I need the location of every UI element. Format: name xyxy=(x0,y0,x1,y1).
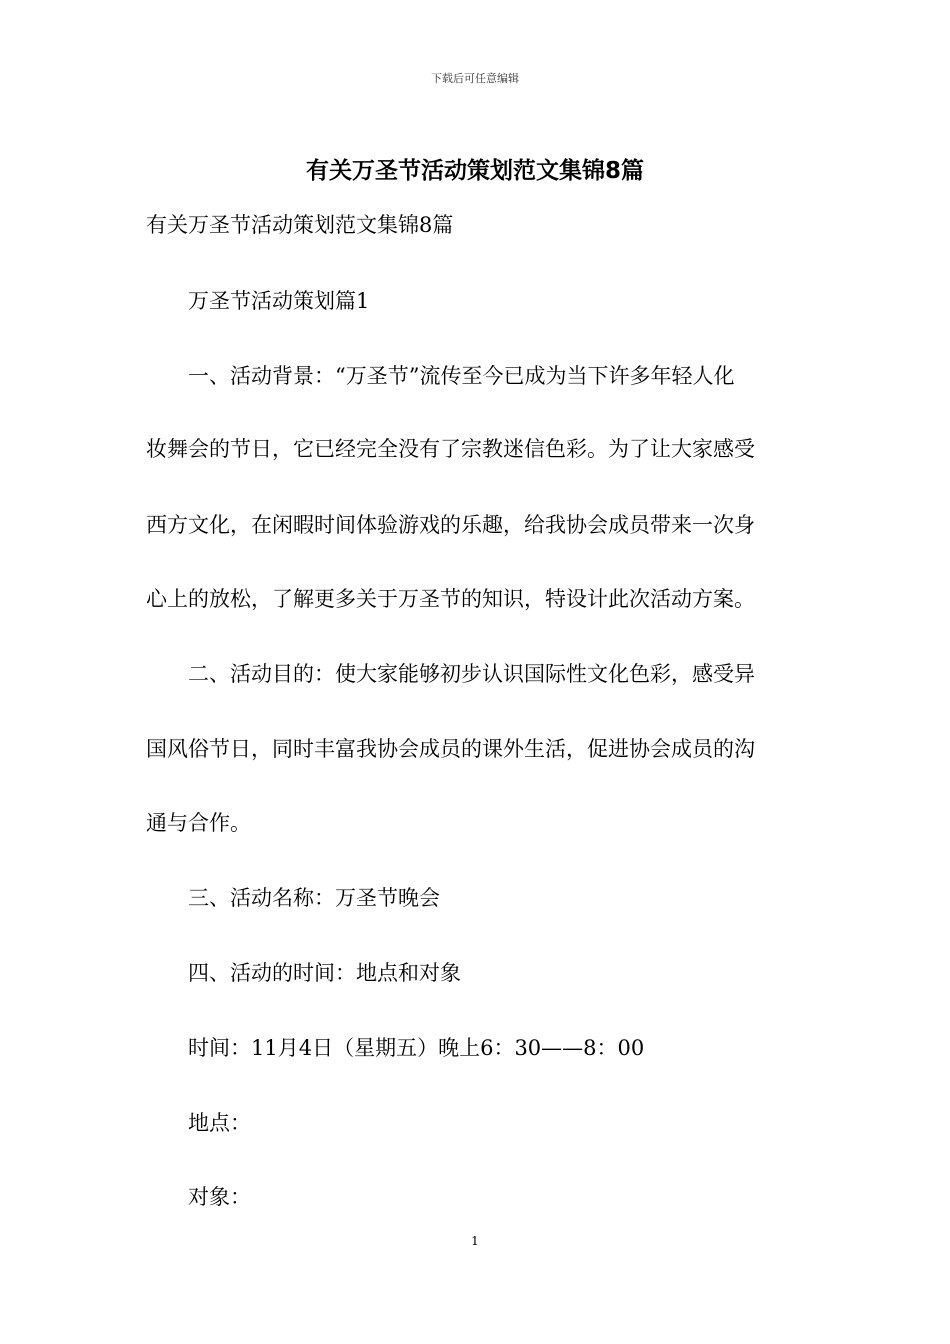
paragraph-line: 心上的放松，了解更多关于万圣节的知识，特设计此次活动方案。 xyxy=(146,587,755,611)
document-subtitle: 有关万圣节活动策划范文集锦8篇 xyxy=(146,213,454,237)
paragraph-line: 妆舞会的节日，它已经完全没有了宗教迷信色彩。为了让大家感受 xyxy=(146,437,755,461)
paragraph-line: 一、活动背景：“万圣节”流传至今已成为当下许多年轻人化 xyxy=(188,364,735,388)
paragraph-line: 二、活动目的：使大家能够初步认识国际性文化色彩，感受异 xyxy=(188,662,755,686)
activity-time: 时间：11月4日（星期五）晚上6：30——8：00 xyxy=(188,1036,645,1060)
page-number: 1 xyxy=(471,1234,479,1248)
paragraph-line: 国风俗节日，同时丰富我协会成员的课外生活，促进协会成员的沟 xyxy=(146,737,755,761)
activity-time-place-heading: 四、活动的时间：地点和对象 xyxy=(188,961,461,985)
paragraph-line: 通与合作。 xyxy=(146,811,251,835)
activity-name: 三、活动名称：万圣节晚会 xyxy=(188,886,440,910)
section-heading: 万圣节活动策划篇1 xyxy=(188,289,370,313)
header-note: 下载后可任意编辑 xyxy=(431,72,519,85)
paragraph-line: 西方文化，在闲暇时间体验游戏的乐趣，给我协会成员带来一次身 xyxy=(146,513,755,537)
document-title: 有关万圣节活动策划范文集锦8篇 xyxy=(305,158,644,184)
activity-audience: 对象： xyxy=(188,1185,251,1209)
activity-place: 地点： xyxy=(188,1111,251,1135)
